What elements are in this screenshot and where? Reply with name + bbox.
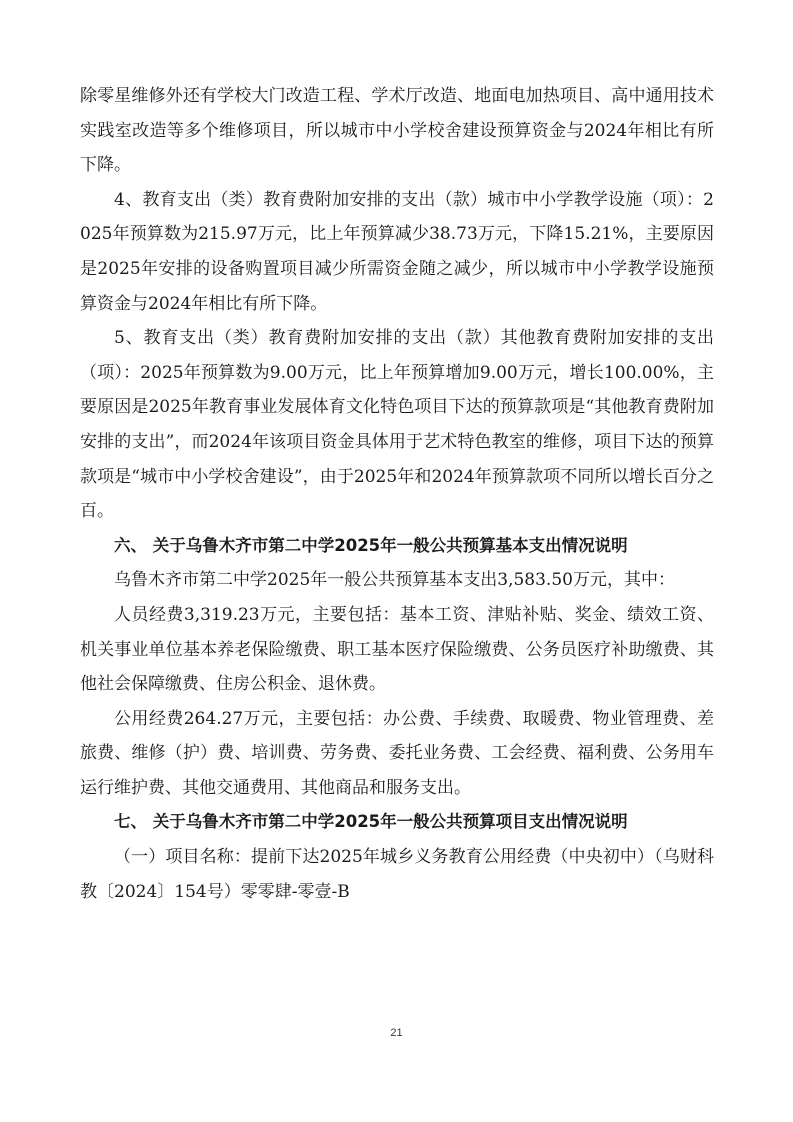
paragraph-teaching-facilities: 4、教育支出（类）教育费附加安排的支出（款）城市中小学教学设施（项）：2025年预算数为215.97万元，比上年预算减少38.73万元，下降15.21%，主要原因是2025年安排的设备购置项目减少所需资金随之减少，所以城市中小学教学设施预算资金与2024年相比有所下降。 xyxy=(80,189,714,314)
section-heading-6: 六、 关于乌鲁木齐市第二中学2025年一般公共预算基本支出情况说明 xyxy=(114,535,628,555)
paragraph-public-expenses: 公用经费264.27万元，主要包括：办公费、手续费、取暖费、物业管理费、差旅费、维修（护）费、培训费、劳务费、委托业务费、工会经费、福利费、公务用车运行维护费、其他交通费用、其他商品和服务支出。 xyxy=(80,708,714,798)
paragraph-basic-expenditure-total: 乌鲁木齐市第二中学2025年一般公共预算基本支出3,583.50万元，其中： xyxy=(114,570,675,591)
section-heading-7: 七、 关于乌鲁木齐市第二中学2025年一般公共预算项目支出情况说明 xyxy=(114,812,628,832)
paragraph-other-surcharge: 5、教育支出（类）教育费附加安排的支出（款）其他教育费附加安排的支出（项）：2025年预算数为9.00万元，比上年预算增加9.00万元，增长100.00%，主要原因是2025年教育事业发展体育文化特色项目下达的预算款项是“其他教育费附加安排的支出”，而2024年该项目资金具体用于艺术特色教室的维修，项目下达的预算款项是“城市中小学校舍建设”，由于2025年和2024年预算款项不同所以增长百分之百。 xyxy=(80,328,714,522)
paragraph-project-name: （一）项目名称：提前下达2025年城乡义务教育公用经费（中央初中）（乌财科教〔2024〕154号）零零肆-零壹-B xyxy=(80,847,714,902)
page-number: 21 xyxy=(390,1027,403,1039)
paragraph-school-building-repair: 除零星维修外还有学校大门改造工程、学术厅改造、地面电加热项目、高中通用技术实践室改造等多个维修项目，所以城市中小学校舍建设预算资金与2024年相比有所下降。 xyxy=(80,86,714,176)
document-body xyxy=(80,79,714,909)
paragraph-personnel-expenses: 人员经费3,319.23万元，主要包括：基本工资、津贴补贴、奖金、绩效工资、机关事业单位基本养老保险缴费、职工基本医疗保险缴费、公务员医疗补助缴费、其他社会保障缴费、住房公积金、退休费。 xyxy=(80,604,714,695)
